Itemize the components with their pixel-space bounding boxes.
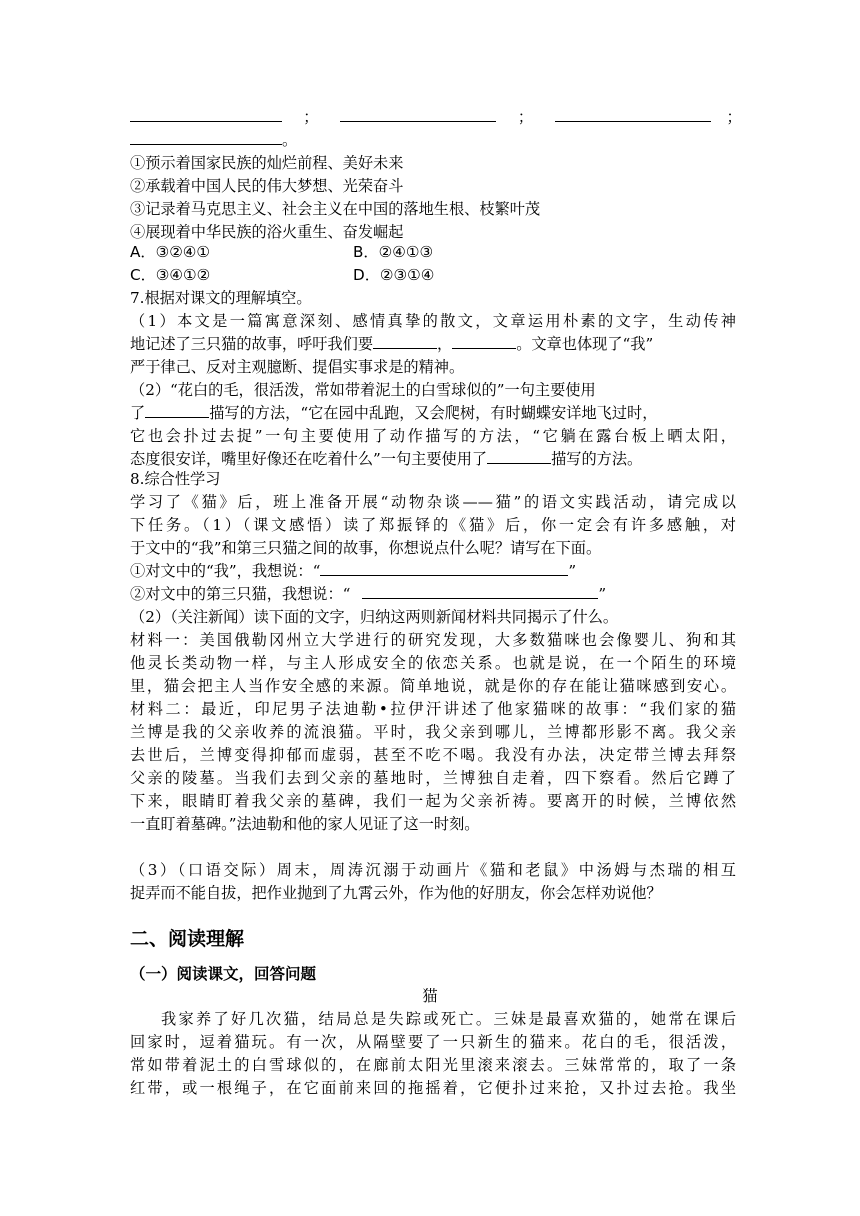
material-2: 父亲的陵墓。当我们去到父亲的墓地时，兰博独自走着，四下察看。然后它蹲了 [130, 769, 736, 787]
passage-line: 回家时，逗着猫玩。有一次，从隔壁要了一只新生的猫来。花白的毛，很活泼， [130, 1033, 736, 1051]
answer-blank[interactable] [452, 333, 516, 349]
q6-item: ②承载着中国人民的伟大梦想、光荣奋斗 [130, 177, 404, 195]
q8-answer-line: ①对文中的“我”，我想说：“ ” [130, 562, 577, 580]
q8-text: 学习了《猫》后，班上准备开展“动物杂谈——猫”的语文实践活动，请完成以 [130, 493, 736, 511]
material-2: 材料二：最近，印尼男子法迪勒•拉伊汗讲述了他家猫咪的故事：“我们家的猫 [130, 700, 736, 718]
answer-blank-row: 。 [130, 129, 736, 152]
q6-item: ④展现着中华民族的浴火重生、奋发崛起 [130, 223, 404, 241]
q8-text: 于文中的“我”和第三只猫之间的故事，你想说点什么呢？请写在下面。 [130, 539, 602, 557]
q8-part-3: 捉弄而不能自拔，把作业抛到了九霄云外，作为他的好朋友，你会怎样劝说他？ [130, 884, 662, 902]
material-2: 兰博是我的父亲收养的流浪猫。平时，我父亲到哪儿，兰博都形影不离。我父亲 [130, 723, 736, 741]
answer-blank[interactable] [362, 583, 598, 599]
q7-text: （2）“花白的毛，很活泼，常如带着泥土的白雪球似的”一句主要使用 [130, 381, 596, 399]
material-2: 去世后，兰博变得抑郁而虚弱，甚至不吃不喝。我没有办法，决定带兰博去拜祭 [130, 746, 736, 764]
q6-item: ③记录着马克思主义、社会主义在中国的落地生根、枝繁叶茂 [130, 200, 541, 218]
answer-blank[interactable] [130, 129, 282, 145]
q8-part-3: （3）（口语交际）周末，周涛沉溺于动画片《猫和老鼠》中汤姆与杰瑞的相互 [130, 861, 736, 879]
q7-text: 地记述了三只猫的故事，呼吁我们要 ， 。文章也体现了“我” [130, 335, 654, 353]
q7-text: 了 描写的方法，“它在园中乱跑，又会爬树，有时蝴蝶安详地飞过时， [130, 404, 658, 422]
answer-blank[interactable] [373, 333, 437, 349]
material-2: 一直盯着墓碑。”法迪勒和他的家人见证了这一时刻。 [130, 815, 480, 833]
question-7-title: 7.根据对课文的理解填空。 [130, 289, 312, 307]
q7-text: （1）本文是一篇寓意深刻、感情真挚的散文，文章运用朴素的文字，生动传神 [130, 312, 736, 330]
option-a[interactable]: A．③②④① [130, 243, 211, 261]
q7-text: 它也会扑过去捉”一句主要使用了动作描写的方法，“它躺在露台板上晒太阳， [130, 427, 736, 445]
passage-title: 猫 [422, 987, 438, 1005]
q6-item: ①预示着国家民族的灿烂前程、美好未来 [130, 154, 404, 172]
answer-blank[interactable] [130, 106, 282, 122]
material-1: 他灵长类动物一样，与主人形成安全的依恋关系。也就是说，在一个陌生的环境 [130, 654, 736, 672]
section-heading: 二、阅读理解 [130, 928, 245, 950]
answer-blank[interactable] [340, 106, 496, 122]
passage-line: 常如带着泥土的白雪球似的，在廊前太阳光里滚来滚去。三妹常常的，取了一条 [130, 1056, 736, 1074]
answer-blank[interactable] [555, 106, 711, 122]
material-2: 下来，眼睛盯着我父亲的墓碑，我们一起为父亲祈祷。要离开的时候，兰博依然 [130, 792, 736, 810]
q7-text: 严于律己、反对主观臆断、提倡实事求是的精神。 [130, 358, 465, 376]
answer-blank[interactable] [320, 560, 568, 576]
q8-text: （2）（关注新闻）读下面的文字，归纳这两则新闻材料共同揭示了什么。 [130, 608, 619, 626]
q7-text: 态度很安详，嘴里好像还在吃着什么”一句主要使用了 描写的方法。 [130, 450, 643, 468]
material-1: 里，猫会把主人当作安全感的来源。简单地说，就是你的存在能让猫咪感到安心。 [130, 677, 736, 695]
option-b[interactable]: B．②④①③ [353, 243, 434, 261]
passage-line: 我家养了好几次猫，结局总是失踪或死亡。三妹是最喜欢猫的，她常在课后 [161, 1010, 736, 1028]
answer-blank[interactable] [487, 448, 551, 464]
passage-line: 红带，或一根绳子，在它面前来回的拖摇着，它便扑过来抢，又扑过去抢。我坐 [130, 1079, 736, 1097]
option-d[interactable]: D．②③①④ [353, 266, 435, 284]
answer-blank[interactable] [145, 402, 209, 418]
option-c[interactable]: C．③④①② [130, 266, 211, 284]
subsection-heading: （一）阅读课文，回答问题 [130, 965, 317, 983]
q8-text: 下任务。（1）（课文感悟）读了郑振铎的《猫》后，你一定会有许多感触，对 [130, 516, 736, 534]
question-8-title: 8.综合性学习 [130, 470, 221, 488]
material-1: 材料一：美国俄勒冈州立大学进行的研究发现，大多数猫咪也会像婴儿、狗和其 [130, 631, 736, 649]
answer-blank-row: ； ； ； [130, 106, 736, 129]
q8-answer-line: ②对文中的第三只猫，我想说：“ ” [130, 585, 607, 603]
